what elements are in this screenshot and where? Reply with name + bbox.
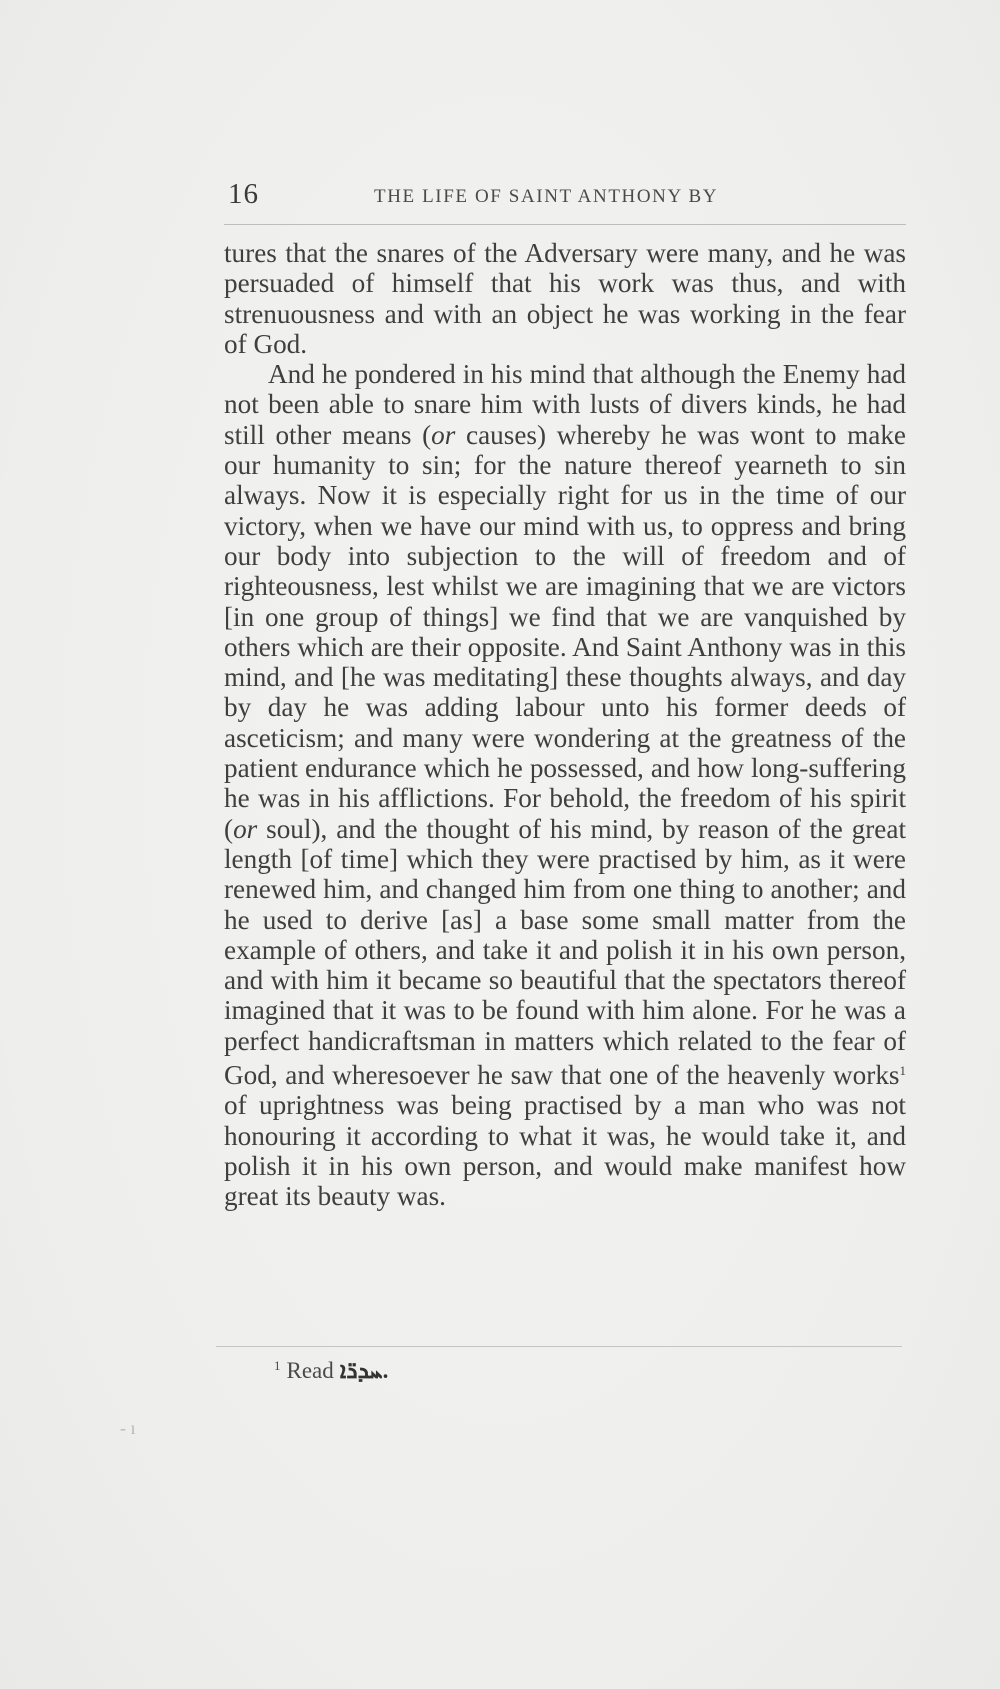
body-text xyxy=(224,238,906,1212)
footnote-reference: 1 xyxy=(899,1063,906,1079)
stray-mark: - ı xyxy=(120,1418,136,1438)
italic-or: or xyxy=(233,813,258,844)
footnote-marker: 1 xyxy=(274,1358,281,1373)
paragraph: tures that the snares of the Adversary were many, and he was persuaded of himself that his work was thus, and with strenuousness and with an object he was working in the fear of God. xyxy=(224,238,906,359)
italic-or: or xyxy=(431,419,456,450)
footnote xyxy=(274,1358,388,1384)
paragraph-text: of uprightness was being practised by a man who was not honouring it according to what it was, he would take it, and polish it in his own person, and would make manifest how great its beauty was. xyxy=(224,1090,906,1212)
running-head: THE LIFE OF SAINT ANTHONY BY xyxy=(374,186,719,207)
footnote-rule xyxy=(216,1346,902,1347)
footnote-text: Read xyxy=(286,1358,334,1383)
footnote-syriac: ܚܕܪ̈ܐ. xyxy=(339,1358,389,1383)
header-rule xyxy=(224,224,906,225)
paragraph-text: And he pondered in his mind that although the Enemy had not been able to snare him with lusts of divers kinds, he had still other means ( xyxy=(224,359,906,450)
page-header xyxy=(224,174,906,214)
paragraph xyxy=(224,359,906,1211)
page-number: 16 xyxy=(228,178,259,210)
paragraph-text: causes) whereby he was wont to make our humanity to sin; for the nature thereof yearneth to sin always. Now it is especially right for us in the time of our victory, when we have our mind with us, to oppress and bring our body into subjection to the will of freedom and of righteousness, lest whilst we are imagining that we are victors [in one group of things] we find that we are vanquished by others which are their opposite. And Saint Anthony was in this mind, and [he was meditating] these thoughts always, and day by day he was adding labour unto his former deeds of asceticism; and many were wondering at the greatness of the patient endurance which he possessed, and how long-suffering he was in his afflictions. For behold, the freedom of his spirit ( xyxy=(224,419,906,844)
paragraph-text: soul), and the thought of his mind, by reason of the great length [of time] which they were practised by him, as it were renewed him, and changed him from one thing to another; and he used to derive [as] a base some small matter from the example of others, and take it and polish it in his own person, and with him it became so beautiful that the spectators thereof imagined that it was to be found with him alone. For he was a perfect handicraftsman in matters which related to the fear of God, and wheresoever he saw that one of the heavenly works xyxy=(224,813,906,1091)
